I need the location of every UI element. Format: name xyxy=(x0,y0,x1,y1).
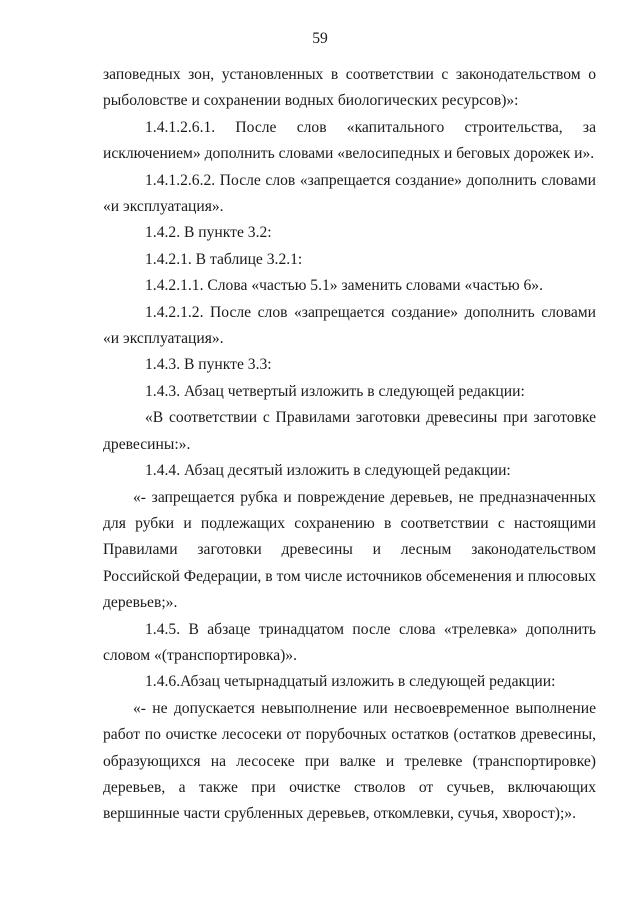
quote-paragraph-felling-ban: «- запрещается рубка и повреждение деревьев, не предназначенных для рубки и подлежащих сохранению в соответствии с настоящими Правилами заготовки древесины и лесным законодательством Российской Федерации, в том числе источников обсеменения и плюсовых деревьев;». xyxy=(103,488,596,612)
paragraph-1-4-5: 1.4.5. В абзаце тринадцатом после слова «трелевка» дополнить словом «(транспортировка)». xyxy=(103,620,596,664)
paragraph-1-4-3-heading: 1.4.3. В пункте 3.3: xyxy=(145,356,272,374)
quote-paragraph-wood-harvesting: «В соответствии с Правилами заготовки древесины при заготовке древесины:». xyxy=(103,409,596,453)
paragraph-1-4-4: 1.4.4. Абзац десятый изложить в следующей редакции: xyxy=(145,462,511,480)
paragraph-1-4-2: 1.4.2. В пункте 3.2: xyxy=(145,224,272,242)
paragraph-1-4-1-2-6-2: 1.4.1.2.6.2. После слов «запрещается создание» дополнить словами «и эксплуатация». xyxy=(103,171,596,216)
paragraph-1-4-2-1-2: 1.4.2.1.2. После слов «запрещается создание» дополнить словами «и эксплуатация». xyxy=(103,303,596,348)
quote-paragraph-cleanup: «- не допускается невыполнение или несвоевременное выполнение работ по очистке лесосеки от порубочных остатков (остатков древесины, образующихся на лесосеке при валке и трелевке (транспортировке) деревьев, а также при очистке стволов от сучьев, включающих вершинные части срубленных деревьев, откомлевки, сучья, хворост);». xyxy=(103,699,596,823)
paragraph-1-4-2-1: 1.4.2.1. В таблице 3.2.1: xyxy=(145,250,303,268)
paragraph-1-4-6: 1.4.6.Абзац четырнадцатый изложить в следующей редакции: xyxy=(145,673,556,691)
paragraph-1-4-1-2-6-1: 1.4.1.2.6.1. После слов «капитального строительства, за исключением» дополнить словами «велосипедных и беговых дорожек и». xyxy=(103,118,596,163)
paragraph-1-4-3: 1.4.3. Абзац четвертый изложить в следующей редакции: xyxy=(145,382,525,400)
page-number: 59 xyxy=(312,30,328,47)
document-body xyxy=(103,62,596,828)
paragraph-continuation: заповедных зон, установленных в соответствии с законодательством о рыболовстве и сохранении водных биологических ресурсов)»: xyxy=(103,66,596,110)
paragraph-1-4-2-1-1: 1.4.2.1.1. Слова «частью 5.1» заменить словами «частью 6». xyxy=(145,277,543,295)
